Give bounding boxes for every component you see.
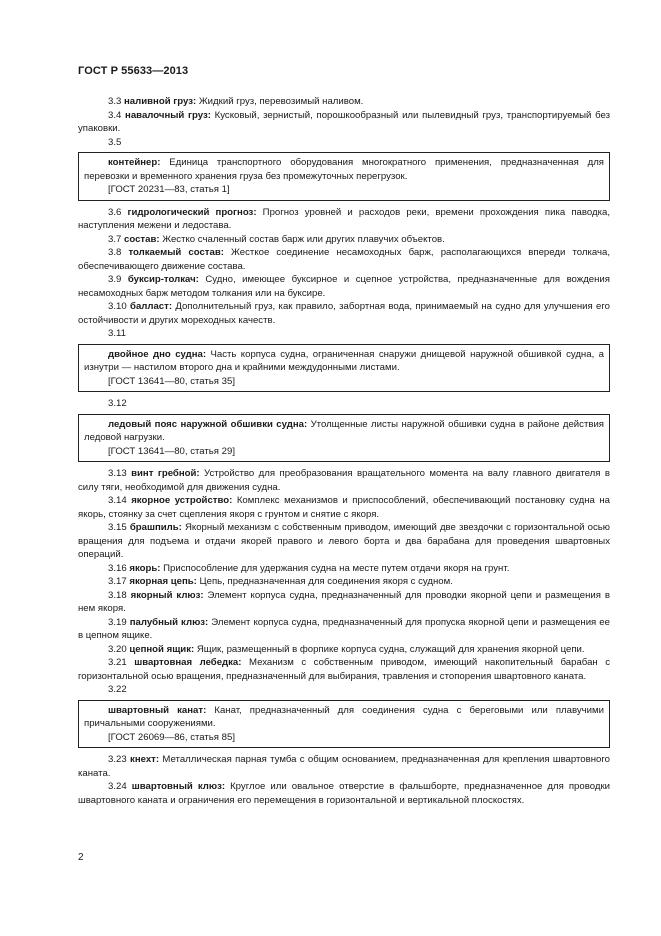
- definition-paragraph: [78, 656, 610, 683]
- document-body: [78, 95, 610, 807]
- defined-term: ледовый пояс наружной обшивки судна:: [108, 418, 308, 430]
- defined-term: швартовный клюз:: [131, 781, 226, 792]
- boxed-definition-paragraph: [84, 704, 604, 731]
- definition-text: Жестко счаленный состав барж или других плавучих объектов.: [159, 233, 445, 245]
- defined-term: состав:: [124, 233, 160, 245]
- definition-paragraph: [78, 233, 610, 247]
- definition-text: Утолщенные листы наружной обшивки судна в районе действия ледовой нагрузки.: [84, 418, 604, 443]
- quoted-definition-box: [78, 344, 610, 393]
- clause-number: 3.18: [108, 589, 127, 601]
- definition-paragraph: [78, 206, 610, 233]
- clause-number: 3.7: [108, 233, 122, 245]
- definition-paragraph: [78, 562, 610, 576]
- defined-term: брашпиль:: [129, 522, 182, 533]
- definition-paragraph: [78, 95, 610, 109]
- definition-paragraph: [78, 300, 610, 327]
- clause-number: 3.3: [108, 96, 122, 107]
- reference-text: [ГОСТ 26069—86, статья 85]: [108, 731, 235, 743]
- definition-text: Комплекс механизмов и приспособлений, обеспечивающий постановку судна на якорь, стоянку за счет сцепления якоря с грунтом и снятие с якоря.: [78, 495, 610, 520]
- page-number: 2: [78, 852, 84, 863]
- clause-number: 3.22: [108, 684, 127, 695]
- reference-text: [ГОСТ 20231—83, статья 1]: [108, 184, 230, 195]
- defined-term: якорь:: [129, 562, 161, 574]
- clause-number: 3.17: [108, 576, 127, 587]
- reference-text: [ГОСТ 13641—80, статья 35]: [108, 375, 235, 387]
- definition-text: Цепь, предназначенная для соединения якоря с судном.: [196, 576, 453, 587]
- defined-term: навалочный груз:: [125, 109, 211, 121]
- page-header-title: ГОСТ Р 55633—2013: [78, 65, 189, 77]
- source-reference: [84, 375, 604, 389]
- quoted-definition-box: [78, 152, 610, 201]
- clause-number: 3.8: [108, 247, 122, 258]
- defined-term: швартовная лебедка:: [134, 657, 242, 668]
- clause-number-line: [78, 397, 610, 411]
- defined-term: якорное устройство:: [131, 495, 233, 506]
- defined-term: толкаемый состав:: [128, 247, 224, 258]
- definition-text: Устройство для преобразования вращательного момента на валу главного двигателя в силу тяги, необходимой для движения судна.: [78, 468, 610, 493]
- definition-text: Механизм с собственным приводом, имеющий накопительный барабан с горизонтальной осью вращения, предназначенный для выбирания, травления и стопорения швартовного каната.: [78, 657, 611, 682]
- defined-term: якорная цепь:: [129, 576, 197, 587]
- definition-text: Жесткое соединение несамоходных барж, располагающихся впереди толкача, обеспечивающего движение состава.: [78, 247, 610, 272]
- definition-text: Металлическая парная тумба с общим основанием, предназначенная для крепления швартовного каната.: [78, 754, 610, 779]
- defined-term: швартовный канат:: [108, 704, 207, 716]
- definition-text: Единица транспортного оборудования многократного применения, предназначенная для перевозки и временного хранения груза без промежуточных перегрузок.: [84, 157, 604, 182]
- definition-paragraph: [78, 616, 610, 643]
- definition-paragraph: [78, 753, 610, 780]
- definition-paragraph: [78, 575, 610, 589]
- definition-text: Часть корпуса судна, ограниченная снаружи днищевой наружной обшивкой судна, а изнутри — настилом второго дна и крайними междудонными листами.: [84, 348, 604, 373]
- definition-paragraph: [78, 521, 610, 562]
- definition-text: Ящик, размещенный в форпике корпуса судна, служащий для хранения якорной цепи.: [194, 643, 585, 655]
- defined-term: контейнер:: [108, 157, 161, 168]
- clause-number: 3.14: [108, 495, 127, 506]
- definition-paragraph: [78, 643, 610, 657]
- defined-term: цепной ящик:: [129, 643, 195, 655]
- defined-term: якорный клюз:: [130, 589, 204, 601]
- clause-number-line: [78, 327, 610, 341]
- clause-number: 3.9: [108, 274, 122, 285]
- definition-paragraph: [78, 589, 610, 616]
- boxed-definition-paragraph: [84, 348, 604, 375]
- definition-text: Жидкий груз, перевозимый наливом.: [196, 96, 364, 107]
- defined-term: буксир-толкач:: [127, 274, 199, 285]
- clause-number: 3.15: [108, 522, 127, 533]
- definition-paragraph: [78, 780, 610, 807]
- source-reference: [84, 731, 604, 745]
- clause-number: 3.21: [108, 657, 127, 668]
- clause-number: 3.24: [108, 781, 127, 792]
- boxed-definition-paragraph: [84, 156, 604, 183]
- clause-number: 3.5: [108, 136, 122, 148]
- definition-text: Элемент корпуса судна, предназначенный для проводки якорной цепи и размещения в нем якоря.: [78, 589, 610, 614]
- defined-term: винт гребной:: [131, 468, 200, 479]
- source-reference: [84, 183, 604, 197]
- clause-number-line: [78, 683, 610, 697]
- definition-paragraph: [78, 467, 610, 494]
- clause-number: 3.13: [108, 468, 127, 479]
- clause-number: 3.10: [108, 301, 127, 312]
- boxed-definition-paragraph: [84, 418, 604, 445]
- defined-term: палубный клюз:: [129, 616, 209, 628]
- quoted-definition-box: [78, 700, 610, 749]
- clause-number-line: [78, 136, 610, 150]
- clause-number: 3.4: [108, 109, 122, 121]
- clause-number: 3.16: [108, 562, 127, 574]
- source-reference: [84, 445, 604, 459]
- definition-text: Элемент корпуса судна, предназначенный для пропуска якорной цепи и размещения ее в цепном ящике.: [78, 616, 610, 641]
- definition-text: Судно, имеющее буксирное и сцепное устройства, предназначенные для вождения несамоходных барж методом толкания или на буксире.: [78, 274, 610, 299]
- definition-text: Канат, предназначенный для соединения судна с береговыми или плавучими причальными сооружениями.: [84, 704, 604, 729]
- definition-paragraph: [78, 246, 610, 273]
- clause-number: 3.6: [108, 206, 122, 218]
- defined-term: балласт:: [130, 301, 173, 312]
- definition-paragraph: [78, 273, 610, 300]
- quoted-definition-box: [78, 414, 610, 463]
- definition-text: Кусковый, зернистый, порошкообразный или пылевидный груз, транспортируемый без упаковки.: [78, 109, 610, 134]
- reference-text: [ГОСТ 13641—80, статья 29]: [108, 445, 235, 457]
- clause-number: 3.19: [108, 616, 127, 628]
- definition-text: Прогноз уровней и расходов реки, времени прохождения пика паводка, наступления межени и ледостава.: [78, 206, 610, 231]
- definition-text: Круглое или овальное отверстие в фальшборте, предназначенное для проводки швартовного каната и ограничения его перемещения в горизонтальной и вертикальной плоскостях.: [78, 781, 610, 806]
- clause-number: 3.20: [108, 643, 127, 655]
- clause-number: 3.23: [108, 754, 127, 765]
- definition-text: Дополнительный груз, как правило, забортная вода, принимаемый на судно для улучшения его остойчивости и других мореходных качеств.: [78, 301, 611, 326]
- definition-paragraph: [78, 109, 610, 136]
- definition-text: Приспособление для удержания судна на месте путем отдачи якоря на грунт.: [160, 562, 510, 574]
- clause-number: 3.11: [108, 328, 126, 339]
- defined-term: двойное дно судна:: [108, 348, 207, 360]
- definition-text: Якорный механизм с собственным приводом, имеющий две звездочки с горизонтальной осью вращения для подъема и отдачи якорей правого и левого борта и два барабана для проведения швартовных операций.: [78, 522, 610, 560]
- defined-term: кнехт:: [130, 754, 160, 765]
- defined-term: наливной груз:: [124, 96, 197, 107]
- definition-paragraph: [78, 494, 610, 521]
- clause-number: 3.12: [108, 398, 127, 409]
- defined-term: гидрологический прогноз:: [127, 206, 257, 218]
